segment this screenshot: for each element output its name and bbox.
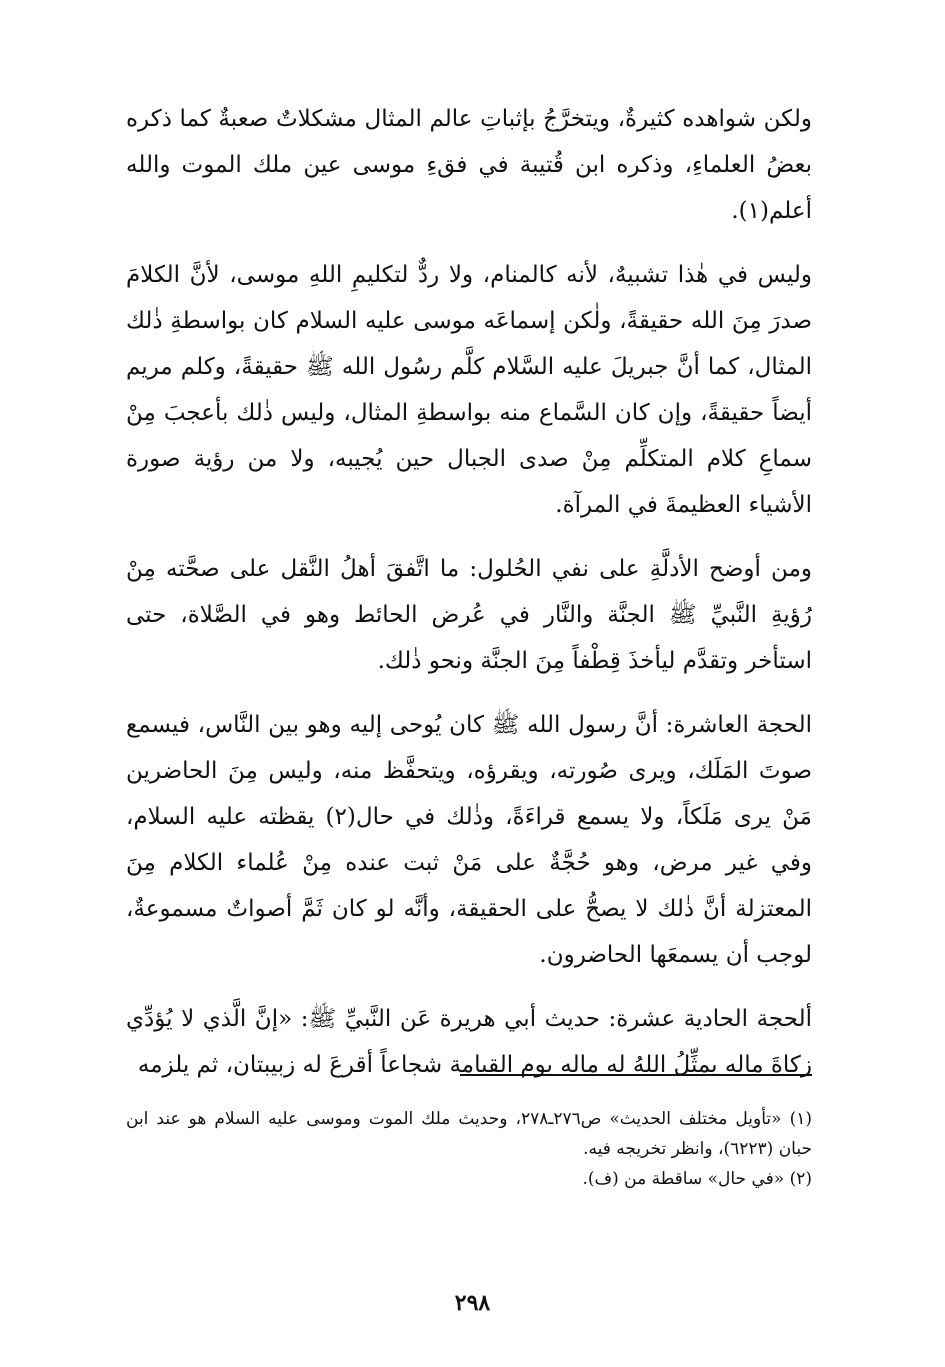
footnote-2: (٢) «في حال» ساقطة من (ف). xyxy=(582,1169,812,1189)
paragraph-2: وليس في هٰذا تشبيهٌ، لأنه كالمنام، ولا ردٌّ لتكليمِ اللهِ موسى، لأنَّ الكلامَ صدرَ مِنَ الله حقيقةً، ولٰكن إسماعَه موسى عليه السلام كان بواسطةِ ذٰلك المثال، كما أنَّ جبريلَ عليه السَّلام كلَّم رسُول الله ﷺ حقيقةً، وكلم مريم أيضاً حقيقةً، وإن كان السَّماع منه بواسطةِ المثال، وليس ذٰلك بأعجبَ مِنْ سماعِ كلام المتكلِّم مِنْ صدى الجبال حين يُجيبه، ولا من رؤية صورة الأشياء العظيمةَ في المرآة. xyxy=(126,262,812,518)
page-number: ٢٩٨ xyxy=(454,1290,491,1316)
footnote-divider xyxy=(460,1074,812,1076)
paragraph-4: الحجة العاشرة: أنَّ رسول الله ﷺ كان يُوحى إليه وهو بين النَّاس، فيسمع صوتَ المَلَك، ويرى صُورته، ويقرؤه، ويتحفَّظ منه، وليس مِنَ الحاضرين مَنْ يرى مَلَكاً، ولا يسمع قراءَةً، وذٰلك في حال(٢) يقظته عليه السلام، وفي غير مرض، وهو حُجَّةٌ على مَنْ ثبت عنده مِنْ عُلماء الكلام مِنَ المعتزلة أنَّ ذٰلك لا يصحُّ على الحقيقة، وأنَّه لو كان ثَمَّ أصواتٌ مسموعةٌ، لوجب أن يسمعَها الحاضرون. xyxy=(126,712,812,968)
paragraph-5: ألحجة الحادية عشرة: حديث أبي هريرة عَن النَّبيِّ ﷺ: «إنَّ الَّذي لا يُؤدِّي زكاةَ ماله يمثِّلُ اللهُ له ماله يوم القيامة شجاعاً أقرعَ له زبيبتان، ثم يلزمه xyxy=(126,1006,812,1078)
paragraph-1: ولكن شواهده كثيرةٌ، ويتخرَّجُ بإثباتِ عالم المثال مشكلاتٌ صعبةٌ كما ذكره بعضُ العلماءِ، وذكره ابن قُتيبة في فقءِ موسى عين ملك الموت والله أعلم(١). xyxy=(126,106,812,224)
footnote-1: (١) «تأويل مختلف الحديث» ص٢٧٦ـ٢٧٨، وحديث ملك الموت وموسى عليه السلام هو عند ابن حبان (٦٢٢٣)، وانظر تخريجه فيه. xyxy=(126,1109,812,1159)
paragraph-3: ومن أوضح الأدلَّةِ على نفي الحُلول: ما اتَّفقَ أهلُ النَّقل على صحَّته مِنْ رُؤيةِ النَّبيِّ ﷺ الجنَّة والنَّار في عُرض الحائط وهو في الصَّلاة، حتى استأخر وتقدَّم ليأخذَ قِطْفاً مِنَ الجنَّة ونحو ذٰلك. xyxy=(126,556,812,674)
footnotes xyxy=(126,1104,812,1194)
main-text xyxy=(126,96,812,1088)
